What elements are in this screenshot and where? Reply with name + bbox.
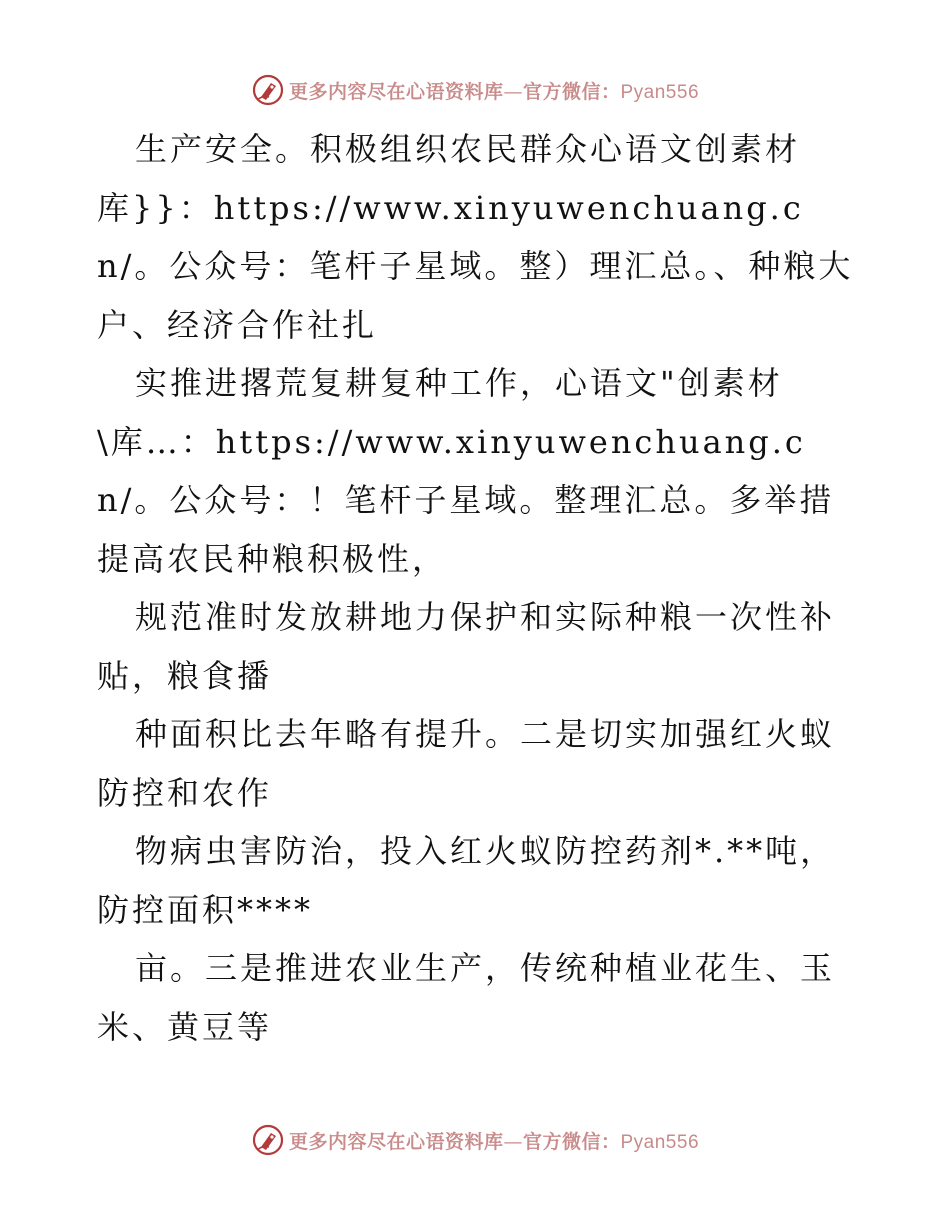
footer-watermark-banner (0, 1120, 950, 1160)
paragraph: 物病虫害防治，投入红火蚁防控药剂*.**吨，防控面积**** (97, 832, 836, 929)
banner-text: 更多内容尽在心语资料库—官方微信：Pyan556 (288, 80, 700, 103)
paragraph: 亩。三是推进农业生产，传统种植业花生、玉米、黄豆等 (97, 949, 836, 1046)
pen-nib-circle-icon (251, 73, 285, 107)
paragraph: 实推进撂荒复耕复种工作，心语文"创素材\库…：https://www.xinyuwenchuang.cn/。公众号：！笔杆子星域。整理汇总。多举措提高农民种粮积极性， (97, 364, 835, 578)
document-body (97, 120, 857, 1056)
banner-text: 更多内容尽在心语资料库—官方微信：Pyan556 (288, 1130, 700, 1153)
paragraph: 生产安全。积极组织农民群众心语文创素材库}}：https://www.xinyuwenchuang.cn/。公众号：笔杆子星域。整）理汇总。、种粮大户、经济合作社扎 (97, 130, 854, 344)
pen-nib-circle-icon (251, 1123, 285, 1157)
header-watermark-banner (0, 70, 950, 110)
paragraph: 规范准时发放耕地力保护和实际种粮一次性补贴，粮食播 (97, 598, 836, 695)
paragraph: 种面积比去年略有提升。二是切实加强红火蚁防控和农作 (97, 715, 836, 812)
